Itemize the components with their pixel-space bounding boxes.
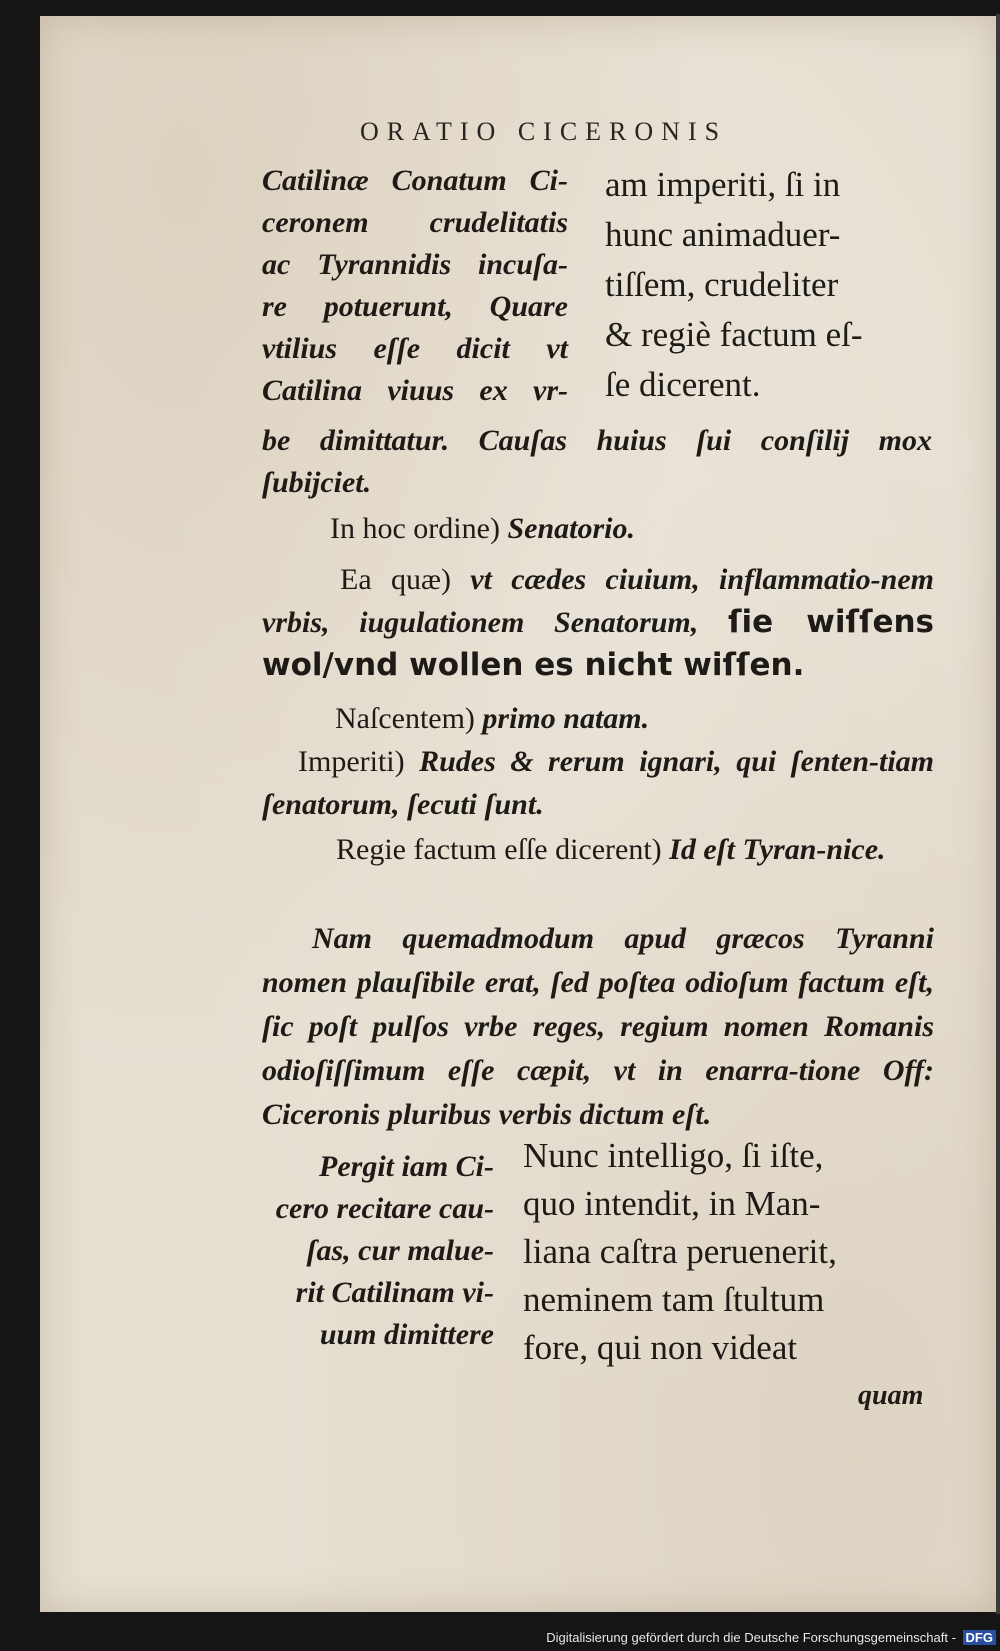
note-lemma: Ea quæ) bbox=[340, 563, 451, 596]
text-line: & regiè factum eſ- bbox=[605, 315, 863, 354]
gloss-line: Pergit iam Ci- bbox=[319, 1150, 494, 1183]
gloss-line: ac Tyrannidis incuſa- bbox=[262, 248, 568, 281]
note-lemma: Imperiti) bbox=[298, 745, 405, 778]
catchword: quam bbox=[858, 1380, 924, 1411]
note-lemma: In hoc ordine) bbox=[330, 512, 500, 545]
top-main-text bbox=[605, 160, 935, 410]
note-text: Id eſt Tyran-nice. bbox=[669, 833, 886, 866]
note-1 bbox=[330, 507, 930, 550]
text-line: am imperiti, ſi in bbox=[605, 165, 841, 204]
note-3 bbox=[335, 697, 935, 740]
bottom-main-text bbox=[523, 1132, 935, 1372]
gloss-line: vtilius eſſe dicit vt bbox=[262, 332, 568, 365]
gloss-line: Catilinæ Conatum Ci- bbox=[262, 164, 568, 197]
gloss-line: uum dimittere bbox=[319, 1318, 494, 1351]
text-line: hunc animaduer- bbox=[605, 215, 841, 254]
note-text: primo natam. bbox=[482, 702, 650, 735]
gloss-continuation bbox=[262, 420, 932, 504]
text-line: fore, qui non videat bbox=[523, 1328, 798, 1367]
note-2 bbox=[262, 558, 934, 687]
page-edge bbox=[996, 14, 1000, 1614]
gloss-line: Catilina viuus ex vr- bbox=[262, 374, 568, 407]
gloss-line: re potuerunt, Quare bbox=[262, 290, 568, 323]
german-gloss: ſie wiſſens wol/vnd wollen es nicht wiſſen. bbox=[262, 604, 934, 683]
gloss-line: ſubijciet. bbox=[262, 466, 372, 499]
text-line: quo intendit, in Man- bbox=[523, 1184, 821, 1223]
note-lemma: Naſcentem) bbox=[335, 702, 475, 735]
credit-text: Digitalisierung gefördert durch die Deutsche Forschungsgemeinschaft - bbox=[546, 1630, 956, 1645]
dfg-logo: DFG bbox=[963, 1630, 996, 1645]
gloss-line: cero recitare cau- bbox=[275, 1192, 494, 1225]
text-line: neminem tam ſtultum bbox=[523, 1280, 825, 1319]
text-line: ſe dicerent. bbox=[605, 365, 761, 404]
note-text: Nam quemadmodum apud græcos Tyranni nomen plauſibile erat, ſed poſtea odioſum factum eſt, ſic poſt pulſos vrbe reges, regium nomen Romanis odioſiſſimum eſſe cæpit, vt in enarra-tione Off: Ciceronis pluribus verbis dictum eſt. bbox=[262, 922, 934, 1131]
running-title: ORATIO CICERONIS bbox=[360, 117, 728, 146]
note-lemma: Regie factum eſſe dicerent) bbox=[336, 833, 662, 866]
text-line: Nunc intelligo, ſi iſte, bbox=[523, 1136, 824, 1175]
note-4 bbox=[262, 740, 934, 826]
note-text: vt cædes ciuium, inflammatio-nem vrbis, iugulationem Senatorum, bbox=[262, 563, 935, 639]
gloss-line: be dimittatur. Cauſas huius ſui conſilij mox bbox=[262, 424, 932, 457]
note-5 bbox=[262, 828, 934, 871]
text-line: tiſſem, crudeliter bbox=[605, 265, 839, 304]
note-text: Rudes & rerum ignari, qui ſenten-tiam ſenatorum, ſecuti ſunt. bbox=[262, 745, 935, 821]
digitization-credit bbox=[546, 1630, 996, 1645]
note-text: Senatorio. bbox=[507, 512, 635, 545]
bottom-gloss bbox=[262, 1146, 494, 1356]
gloss-line: ſas, cur malue- bbox=[306, 1234, 494, 1267]
note-6 bbox=[262, 917, 934, 1137]
gloss-line: rit Catilinam vi- bbox=[295, 1276, 494, 1309]
gloss-line: ceronem crudelitatis bbox=[262, 206, 568, 239]
top-gloss bbox=[262, 160, 568, 412]
text-line: liana caſtra peruenerit, bbox=[523, 1232, 837, 1271]
